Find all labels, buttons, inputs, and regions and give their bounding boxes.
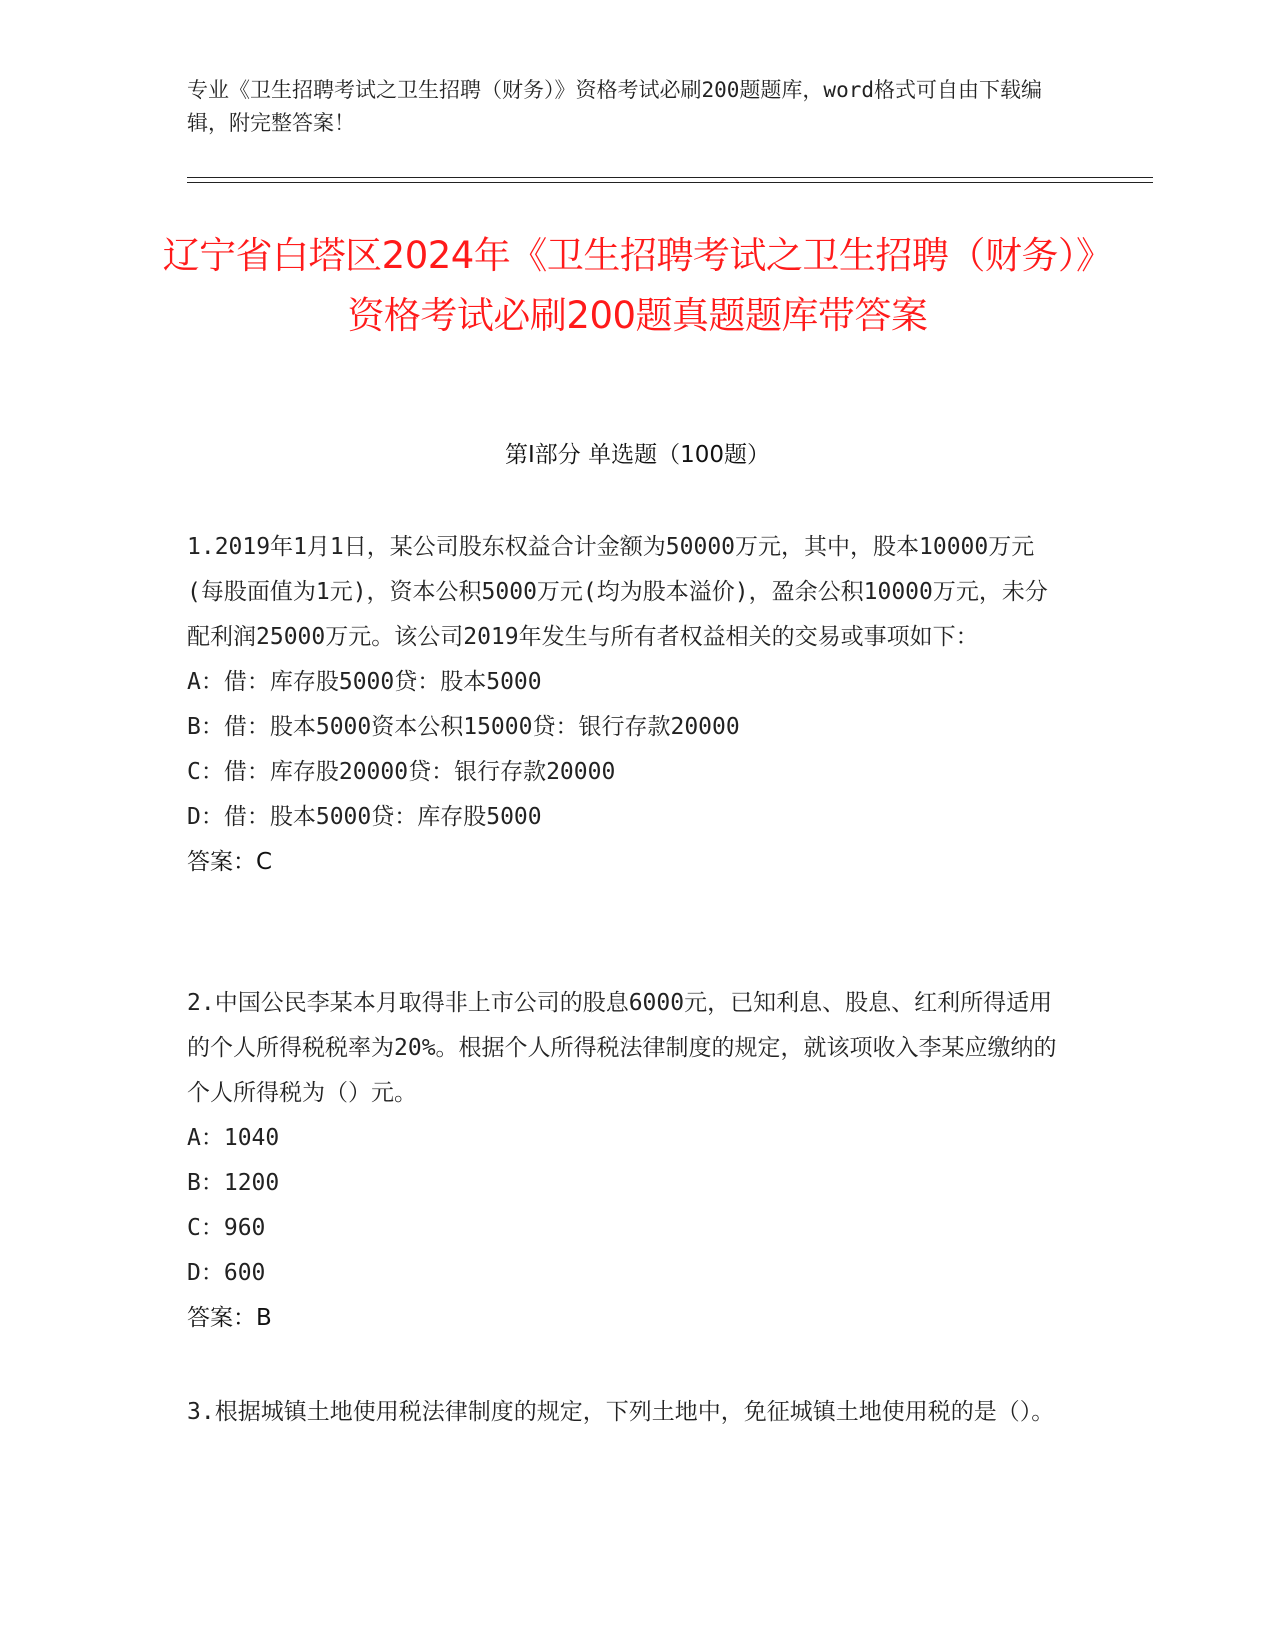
- option-b: B：1200: [187, 1170, 280, 1196]
- option-a: A：借：库存股5000贷：股本5000: [187, 669, 542, 695]
- answer-line: 答案：C: [187, 849, 273, 875]
- question-2: [187, 981, 1067, 1341]
- question-3: [187, 1390, 1067, 1435]
- question-stem: 1.2019年1月1日，某公司股东权益合计金额为50000万元，其中，股本10000万元(每股面值为1元)，资本公积5000万元(均为股本溢价)，盈余公积10000万元，未分配利润25000万元。该公司2019年发生与所有者权益相关的交易或事项如下：: [187, 534, 1048, 650]
- section-heading: 第I部分 单选题（100题）: [505, 442, 770, 468]
- option-d: D：600: [187, 1260, 266, 1286]
- option-c: C：960: [187, 1215, 266, 1241]
- option-c: C：借：库存股20000贷：银行存款20000: [187, 759, 616, 785]
- header-divider-bottom: [187, 182, 1153, 183]
- option-a: A：1040: [187, 1125, 280, 1151]
- question-stem: 2.中国公民李某本月取得非上市公司的股息6000元，已知利息、股息、红利所得适用的个人所得税税率为20%。根据个人所得税法律制度的规定，就该项收入李某应缴纳的个人所得税为（）元。: [187, 990, 1057, 1106]
- document-title: 辽宁省白塔区2024年《卫生招聘考试之卫生招聘（财务）》资格考试必刷200题真题题库带答案: [162, 234, 1113, 337]
- question-1: [187, 525, 1067, 885]
- option-b: B：借：股本5000资本公积15000贷：银行存款20000: [187, 714, 740, 740]
- header-note: 专业《卫生招聘考试之卫生招聘（财务）》资格考试必刷200题题库，word格式可自由下载编辑，附完整答案！: [187, 78, 1042, 135]
- header-divider-top: [187, 177, 1153, 178]
- answer-line: 答案：B: [187, 1305, 272, 1331]
- question-stem: 3.根据城镇土地使用税法律制度的规定，下列土地中，免征城镇土地使用税的是（）。: [187, 1399, 1055, 1425]
- option-d: D：借：股本5000贷：库存股5000: [187, 804, 542, 830]
